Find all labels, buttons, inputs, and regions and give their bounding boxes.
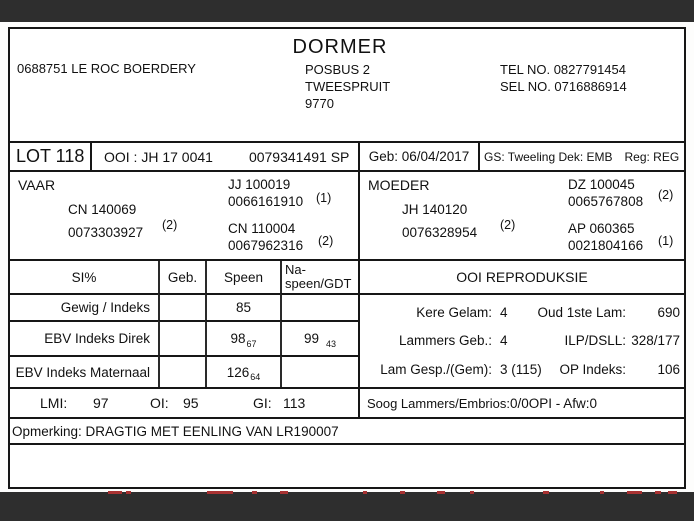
sire-grandsire-note: (1) bbox=[316, 191, 332, 205]
address-line-3: 9770 bbox=[305, 96, 334, 111]
scan-artifact bbox=[627, 491, 642, 494]
sire-granddam-note: (2) bbox=[318, 234, 334, 248]
cell-speen: 85 bbox=[205, 293, 280, 320]
col-header-si: SI% bbox=[71, 269, 97, 285]
repro-value: 4 bbox=[500, 304, 508, 320]
sire-reg: 0073303927 bbox=[68, 225, 144, 240]
remark-text: Opmerking: DRAGTIG MET EENLING VAN LR190007 bbox=[12, 423, 339, 439]
lmi-label: LMI: bbox=[40, 395, 68, 411]
repro-label: Kere Gelam: bbox=[416, 304, 492, 320]
accuracy-subscript: 43 bbox=[326, 338, 337, 349]
dam-grandsire-reg: 0065767808 bbox=[568, 194, 644, 209]
scan-artifact bbox=[470, 491, 474, 494]
address-line-1: POSBUS 2 bbox=[305, 62, 371, 77]
form-frame bbox=[8, 27, 686, 489]
birth-status-cell bbox=[478, 143, 684, 170]
dam-panel bbox=[360, 172, 684, 259]
repro-label: Lammers Geb.: bbox=[398, 333, 492, 349]
repro-label: Lam Gesp./(Gem): bbox=[380, 362, 492, 378]
repro-value: 0 bbox=[589, 395, 598, 411]
repro-value: 4 bbox=[500, 333, 508, 349]
scan-artifact bbox=[363, 491, 367, 494]
scan-artifact bbox=[280, 491, 288, 494]
scan-artifact bbox=[655, 491, 661, 494]
col-header-speen: Speen bbox=[205, 261, 280, 293]
cell-geb bbox=[158, 320, 205, 355]
repro-label: Oud 1ste Lam: bbox=[537, 304, 626, 320]
repro-label: OP Indeks: bbox=[559, 362, 626, 378]
dam-granddam-reg: 0021804166 bbox=[568, 238, 644, 253]
row-label: EBV Indeks Maternaal bbox=[10, 355, 158, 387]
row-label: Gewig / Indeks bbox=[10, 293, 158, 320]
scan-artifact bbox=[252, 491, 257, 494]
dam-granddam-id: AP 060365 bbox=[568, 221, 635, 236]
scan-artifact bbox=[108, 491, 122, 494]
dam-granddam-note: (1) bbox=[658, 234, 674, 248]
repro-label: Soog Lammers/Embrios: bbox=[366, 395, 510, 411]
scan-artifact bbox=[207, 491, 233, 494]
scan-artifact bbox=[400, 491, 405, 494]
oi-value: 95 bbox=[183, 395, 199, 411]
repro-value: 690 bbox=[657, 304, 680, 320]
repro-value: 3 (115) bbox=[500, 362, 542, 378]
repro-row bbox=[360, 333, 684, 348]
contact-numbers bbox=[500, 61, 627, 95]
lot-row bbox=[10, 141, 684, 172]
sel-number: SEL NO. 0716886914 bbox=[500, 79, 627, 94]
value: 98 bbox=[230, 331, 246, 346]
sire-grandsire-reg: 0066161910 bbox=[228, 194, 304, 209]
scan-artifact bbox=[600, 491, 604, 494]
dam-id: JH 140120 bbox=[402, 202, 468, 217]
gi-label: GI: bbox=[253, 395, 272, 411]
row-label: EBV Indeks Direk bbox=[10, 320, 158, 355]
value: 99 bbox=[303, 331, 319, 346]
registration-status: Reg: REG bbox=[624, 149, 680, 164]
suckling-lambs-row bbox=[360, 387, 684, 417]
repro-label: OPI - Afw: bbox=[528, 395, 590, 411]
address-line-2: TWEESPRUIT bbox=[305, 79, 391, 94]
dam-section-label: MOEDER bbox=[368, 177, 430, 193]
sire-panel bbox=[10, 172, 360, 259]
repro-label: ILP/DSLL: bbox=[564, 333, 626, 349]
si-index-table bbox=[10, 261, 360, 387]
accuracy-subscript: 64 bbox=[250, 372, 261, 382]
cell-speen bbox=[205, 320, 280, 355]
lot-number: LOT 118 bbox=[16, 146, 85, 166]
lmi-value: 97 bbox=[93, 395, 109, 411]
birth-status: GS: Tweeling Dek: EMB bbox=[484, 149, 613, 164]
sire-note: (2) bbox=[162, 218, 178, 232]
dam-grandsire-id: DZ 100045 bbox=[568, 177, 635, 192]
repro-value: 0/0 bbox=[510, 395, 529, 411]
dam-note: (2) bbox=[500, 218, 516, 232]
pedigree-section bbox=[10, 172, 684, 261]
repro-row bbox=[360, 362, 684, 377]
scan-artifacts bbox=[0, 491, 694, 495]
reproduction-title: OOI REPRODUKSIE bbox=[360, 261, 684, 295]
sire-id: CN 140069 bbox=[68, 202, 137, 217]
sire-section-label: VAAR bbox=[18, 177, 56, 193]
scan-artifact bbox=[668, 491, 677, 494]
cell-geb bbox=[158, 355, 205, 387]
sire-granddam-id: CN 110004 bbox=[228, 221, 296, 236]
dam-grandsire-note: (2) bbox=[658, 188, 674, 202]
repro-value: 328/177 bbox=[631, 333, 680, 349]
value: 126 bbox=[226, 364, 250, 380]
ewe-id-cell bbox=[90, 143, 358, 170]
scan-artifact bbox=[437, 491, 445, 494]
repro-row bbox=[360, 305, 684, 320]
cell-geb bbox=[158, 293, 205, 320]
document-sheet bbox=[0, 22, 694, 492]
sire-granddam-reg: 0067962316 bbox=[228, 238, 304, 253]
index-summary-row bbox=[10, 387, 360, 417]
repro-value: 106 bbox=[657, 362, 680, 378]
breed-title: DORMER bbox=[292, 36, 388, 58]
scan-artifact bbox=[126, 491, 131, 494]
remark-row bbox=[10, 417, 684, 445]
ewe-tag: OOI : JH 17 0041 bbox=[104, 148, 213, 165]
member-number-name: 0688751 LE ROC BOERDERY bbox=[17, 61, 196, 76]
cell-naspeen bbox=[280, 293, 358, 320]
oi-label: OI: bbox=[150, 395, 169, 411]
reproduction-panel bbox=[360, 295, 684, 387]
col-header-naspeen: Na-speen/GDT bbox=[280, 261, 358, 293]
dam-reg: 0076328954 bbox=[402, 225, 478, 240]
cell-naspeen bbox=[280, 355, 358, 387]
col-header-geb: Geb. bbox=[158, 261, 205, 293]
scan-artifact bbox=[543, 491, 549, 494]
accuracy-subscript: 67 bbox=[246, 338, 257, 349]
ewe-registration: 0079341491 SP bbox=[248, 148, 350, 165]
tel-number: TEL NO. 0827791454 bbox=[500, 62, 626, 77]
cell-naspeen bbox=[280, 320, 358, 355]
birth-date: Geb: 06/04/2017 bbox=[358, 143, 478, 170]
cell-speen bbox=[205, 355, 280, 387]
gi-value: 113 bbox=[283, 395, 306, 411]
sire-grandsire-id: JJ 100019 bbox=[228, 177, 291, 192]
postal-address bbox=[305, 61, 390, 112]
